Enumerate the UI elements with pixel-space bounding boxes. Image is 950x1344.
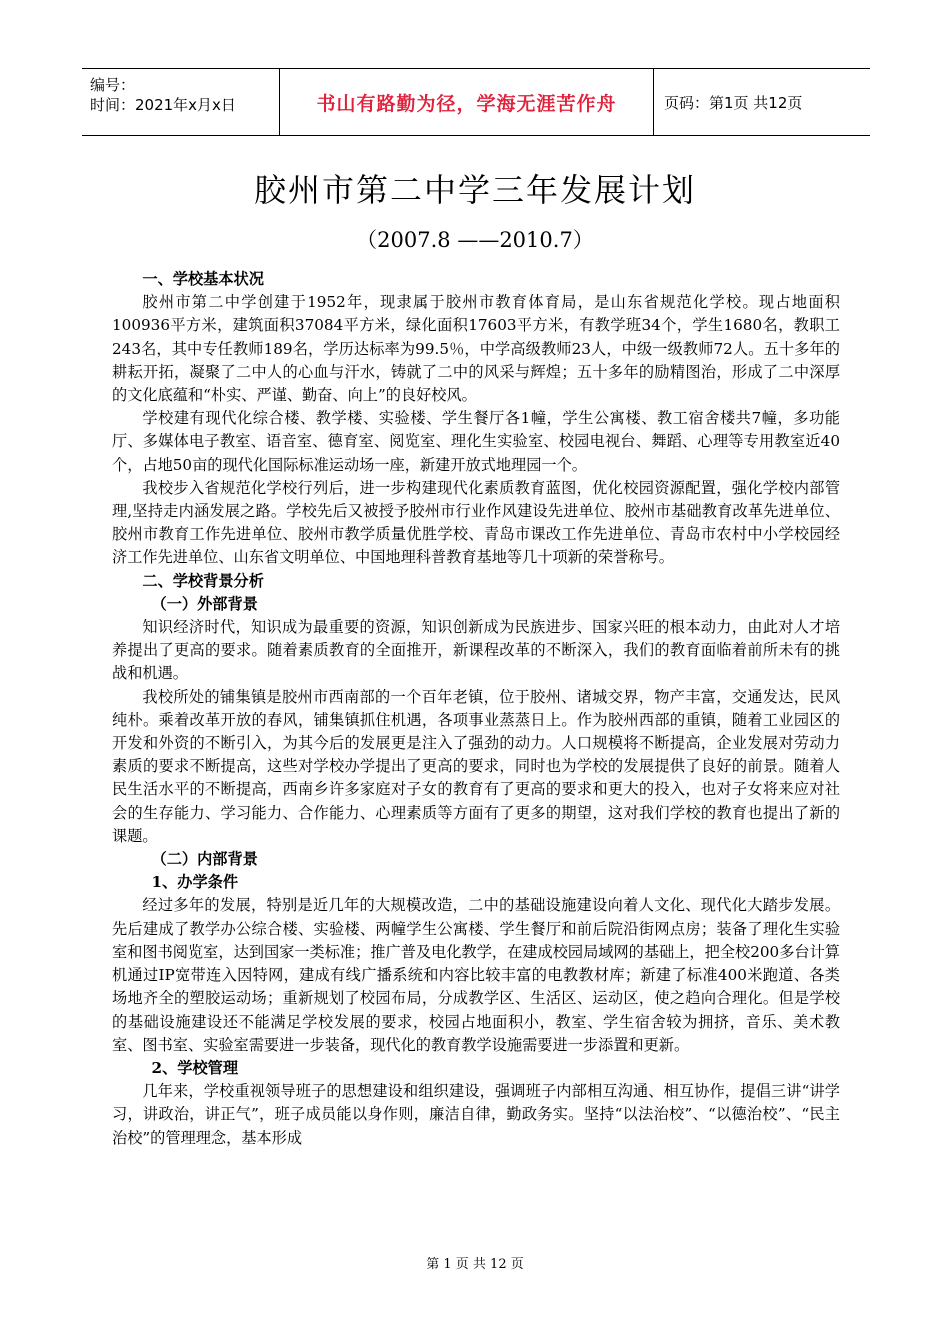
paragraph: 学校建有现代化综合楼、教学楼、实验楼、学生餐厅各1幢，学生公寓楼、教工宿舍楼共7幢，多功能厅、多媒体电子教室、语音室、德育室、阅览室、理化生实验室、校园电视台、舞蹈、心理等专用教室近40个，占地50亩的现代化国际标准运动场一座，新建开放式地理园一个。 <box>112 409 840 474</box>
subsection-heading-external: （一）外部背景 <box>151 594 258 613</box>
number-label: 编号： <box>90 76 136 94</box>
paragraph: 我校所处的铺集镇是胶州市西南部的一个百年老镇，位于胶州、诸城交界，物产丰富，交通发达，民风纯朴。乘着改革开放的春风，铺集镇抓住机遇，各项事业蒸蒸日上。作为胶州西部的重镇，随着工业园区的开发和外资的不断引入，为其今后的发展更是注入了强劲的动力。人口规模将不断提高，企业发展对劳动力素质的要求不断提高，这些对学校办学提出了更高的要求，同时也为学校的发展提供了良好的前景。随着人民生活水平的不断提高，西南乡许多家庭对子女的教育有了更高的要求和更大的投入，也对子女将来应对社会的生存能力、学习能力、合作能力、心理素质等方面有了更多的期望，这对我们学校的教育也提出了新的课题。 <box>112 687 840 845</box>
paragraph: 几年来，学校重视领导班子的思想建设和组织建设，强调班子内部相互沟通、相互协作，提倡三讲“讲学习，讲政治，讲正气”，班子成员能以身作则，廉洁自律，勤政务实。坚持“以法治校”、“以德治校”、“民主治校”的管理理念，基本形成 <box>112 1082 840 1147</box>
item-heading-conditions: 1、办学条件 <box>151 873 239 892</box>
subsection-heading-internal: （二）内部背景 <box>151 850 258 869</box>
header-table <box>82 68 870 136</box>
section-heading-2: 二、学校背景分析 <box>142 571 264 590</box>
paragraph: 我校步入省规范化学校行列后，进一步构建现代化素质教育蓝图，优化校园资源配置，强化学校内部管理,坚持走内涵发展之路。学校先后又被授予胶州市行业作风建设先进单位、胶州市基础教育改革先进单位、胶州市教育工作先进单位、胶州市教学质量优胜学校、青岛市课改工作先进单位、青岛市农村中小学校园经济工作先进单位、山东省文明单位、中国地理科普教育基地等几十项新的荣誉称号。 <box>112 478 840 567</box>
header-page-info: 页码：第1页 共12页 <box>664 93 803 112</box>
document-body <box>112 268 840 1150</box>
header-meta <box>82 69 280 135</box>
header-motto: 书山有路勤为径，学海无涯苦作舟 <box>280 69 654 135</box>
document-subtitle: （2007.8 ——2010.7） <box>356 228 594 252</box>
paragraph: 知识经济时代，知识成为最重要的资源，知识创新成为民族进步、国家兴旺的根本动力，由此对人才培养提出了更高的要求。随着素质教育的全面推开，新课程改革的不断深入，我们的教育面临着前所未有的挑战和机遇。 <box>112 618 840 683</box>
paragraph: 经过多年的发展，特别是近几年的大规模改造，二中的基础设施建设向着人文化、现代化大踏步发展。先后建成了教学办公综合楼、实验楼、两幢学生公寓楼、学生餐厅和前后院沿街网点房；装备了理化生实验室和图书阅览室，达到国家一类标准；推广普及电化教学，在建成校园局域网的基础上，把全校200多台计算机通过IP宽带连入因特网，建成有线广播系统和内容比较丰富的电教教材库；新建了标准400米跑道、各类场地齐全的塑胶运动场；重新规划了校园布局，分成教学区、生活区、运动区，使之趋向合理化。但是学校的基础设施建设还不能满足学校发展的要求，校园占地面积小，教室、学生宿舍较为拥挤，音乐、美术教室、图书室、实验室需要进一步装备，现代化的教育教学设施需要进一步添置和更新。 <box>112 896 840 1054</box>
paragraph: 胶州市第二中学创建于1952年，现隶属于胶州市教育体育局，是山东省规范化学校。现占地面积100936平方米，建筑面积37084平方米，绿化面积17603平方米，有教学班34个，学生1680名，教职工243名，其中专任教师189名，学历达标率为99.5％，中学高级教师23人，中级一级教师72人。五十多年的耕耘开拓，凝聚了二中人的心血与汗水，铸就了二中的风采与辉煌；五十多年的励精图治，形成了二中深厚的文化底蕴和“朴实、严谨、勤奋、向上”的良好校风。 <box>112 293 840 405</box>
item-heading-management: 2、学校管理 <box>151 1058 239 1077</box>
time-label: 时间：2021年x月x日 <box>90 96 236 114</box>
document-title: 胶州市第二中学三年发展计划 <box>253 171 696 209</box>
section-heading-1: 一、学校基本状况 <box>142 270 264 288</box>
page-footer: 第 1 页 共 12 页 <box>426 1257 524 1272</box>
